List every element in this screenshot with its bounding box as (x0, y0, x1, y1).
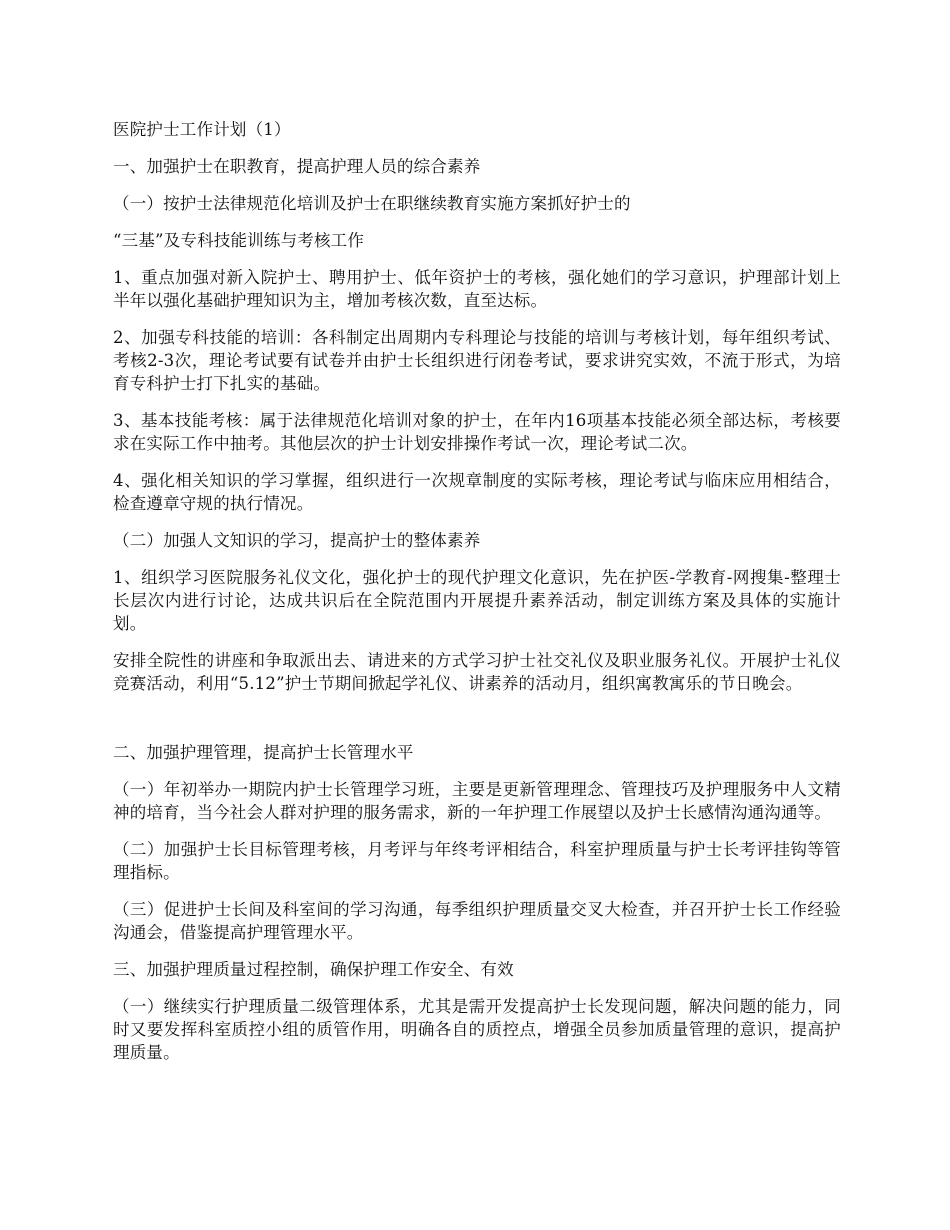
paragraph-item-3: 3、基本技能考核：属于法律规范化培训对象的护士，在年内16项基本技能必须全部达标，考核要求在实际工作中抽考。其他层次的护士计划安排操作考试一次，理论考试二次。 (113, 411, 841, 453)
subsection-2-3: （三）促进护士长间及科室间的学习沟通，每季组织护理质量交叉大检查，并召开护士长工作经验沟通会，借鉴提高护理管理水平。 (113, 900, 841, 942)
subsection-heading-1-1: （一）按护士法律规范化培训及护士在职继续教育实施方案抓好护士的 (113, 194, 631, 213)
section-heading-2: 二、加强护理管理，提高护士长管理水平 (113, 743, 414, 762)
document-page (113, 118, 841, 1078)
paragraph-item-4: 4、强化相关知识的学习掌握，组织进行一次规章制度的实际考核，理论考试与临床应用相结合，检查遵章守规的执行情况。 (113, 471, 841, 513)
section-heading-1: 一、加强护士在职教育，提高护理人员的综合素养 (113, 157, 481, 176)
subsection-2-1: （一）年初举办一期院内护士长管理学习班，主要是更新管理理念、管理技巧及护理服务中人文精神的培育，当今社会人群对护理的服务需求，新的一年护理工作展望以及护士长感情沟通沟通等。 (113, 780, 841, 822)
subsection-heading-1-2: （二）加强人文知识的学习，提高护士的整体素养 (113, 531, 481, 550)
paragraph-item-6: 安排全院性的讲座和争取派出去、请进来的方式学习护士社交礼仪及职业服务礼仪。开展护士礼仪竞赛活动，利用“5.12”护士节期间掀起学礼仪、讲素养的活动月，组织寓教寓乐的节日晚会。 (113, 651, 841, 693)
paragraph-item-2: 2、加强专科技能的培训：各科制定出周期内专科理论与技能的培训与考核计划，每年组织考试、考核2-3次，理论考试要有试卷并由护士长组织进行闭卷考试，要求讲究实效，不流于形式，为培育专科护士打下扎实的基础。 (113, 328, 841, 393)
subsection-3-1: （一）继续实行护理质量二级管理体系，尤其是需开发提高护士长发现问题，解决问题的能力，同时又要发挥科室质控小组的质管作用，明确各自的质控点，增强全员参加质量管理的意识，提高护理质量。 (113, 997, 841, 1062)
subsection-heading-1-1-cont: “三基”及专科技能训练与考核工作 (113, 231, 365, 250)
paragraph-item-1: 1、重点加强对新入院护士、聘用护士、低年资护士的考核，强化她们的学习意识，护理部计划上半年以强化基础护理知识为主，增加考核次数，直至达标。 (113, 268, 841, 310)
paragraph-item-5: 1、组织学习医院服务礼仪文化，强化护士的现代护理文化意识，先在护医-学教育-网搜集-整理士长层次内进行讨论，达成共识后在全院范围内开展提升素养活动，制定训练方案及具体的实施计划。 (113, 568, 841, 633)
subsection-2-2: （二）加强护士长目标管理考核，月考评与年终考评相结合，科室护理质量与护士长考评挂钩等管理指标。 (113, 840, 841, 882)
section-heading-3: 三、加强护理质量过程控制，确保护理工作安全、有效 (113, 960, 514, 979)
section-gap (113, 709, 841, 741)
document-title: 医院护士工作计划（1） (113, 120, 291, 139)
